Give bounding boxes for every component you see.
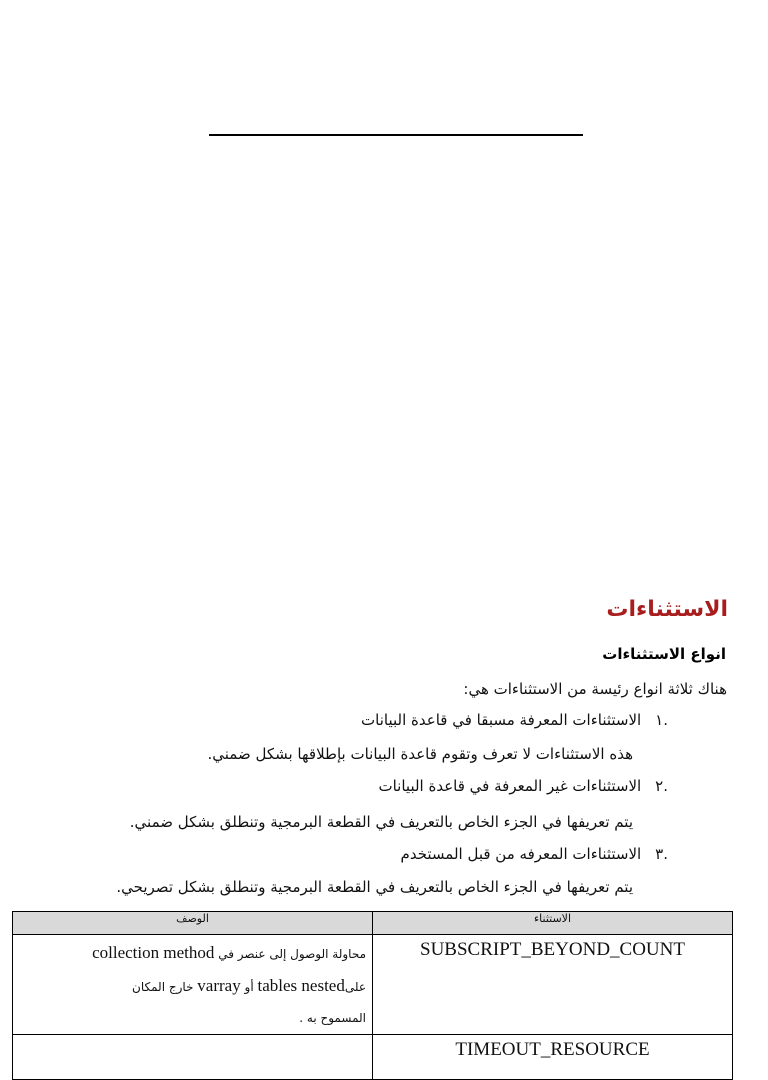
type-number: .٣ xyxy=(655,845,668,863)
section-subtitle: انواع الاستثناءات xyxy=(602,645,726,663)
type-number: .٢ xyxy=(655,777,668,795)
table-row xyxy=(13,935,733,1035)
desc-english: varray xyxy=(197,976,241,995)
table-row xyxy=(13,1035,733,1080)
header-description: الوصف xyxy=(13,912,373,935)
desc-english: collection method xyxy=(92,943,215,962)
type-name: الاستثناءات المعرفة مسبقا في قاعدة البيانات xyxy=(361,711,642,729)
desc-text: على xyxy=(344,980,366,994)
type-description: يتم تعريفها في الجزء الخاص بالتعريف في القطعة البرمجية وتنطلق بشكل تصريحي. xyxy=(116,878,633,896)
desc-line: المسموح به . xyxy=(299,1011,366,1025)
type-item xyxy=(401,845,668,863)
desc-text: أو xyxy=(244,980,254,994)
table-header-row xyxy=(13,912,733,935)
type-item xyxy=(378,777,668,795)
header-exception: الاستثناء xyxy=(373,912,733,935)
type-name: الاستثناءات المعرفه من قبل المستخدم xyxy=(400,845,642,863)
desc-text: محاولة الوصول إلى عنصر في xyxy=(218,947,366,961)
horizontal-rule xyxy=(209,134,583,136)
section-title: الاستثناءات xyxy=(606,597,728,622)
type-name: الاستثناءات غير المعرفة في قاعدة البيانات xyxy=(378,777,642,795)
exception-description xyxy=(13,935,373,1035)
intro-text: هناك ثلاثة انواع رئيسة من الاستثناءات هي: xyxy=(463,680,727,698)
desc-english: tables nested xyxy=(257,976,345,995)
exceptions-table xyxy=(12,911,733,1080)
type-description: يتم تعريفها في الجزء الخاص بالتعريف في القطعة البرمجية وتنطلق بشكل ضمني. xyxy=(129,813,633,831)
exception-name: SUBSCRIPT_BEYOND_COUNT xyxy=(373,935,733,1035)
type-item xyxy=(361,711,668,729)
type-description: هذه الاستثناءات لا تعرف وتقوم قاعدة البيانات بإطلاقها بشكل ضمني. xyxy=(207,745,633,763)
desc-line xyxy=(19,937,366,970)
desc-line xyxy=(19,970,366,1003)
type-number: .١ xyxy=(655,711,668,729)
exception-description xyxy=(13,1035,373,1080)
desc-text: خارج المكان xyxy=(132,980,194,994)
exception-name: TIMEOUT_RESOURCE xyxy=(373,1035,733,1080)
